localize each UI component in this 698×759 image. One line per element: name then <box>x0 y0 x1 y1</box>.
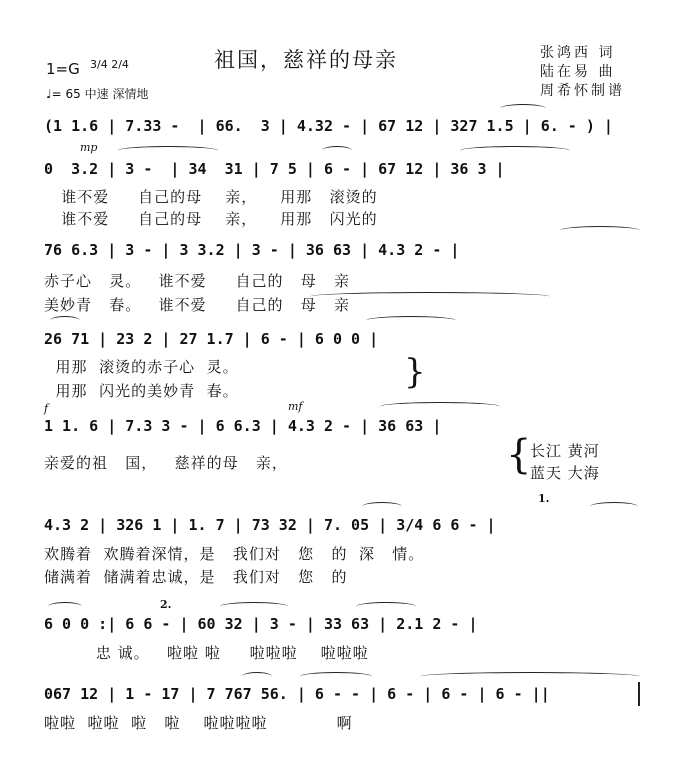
final-barline <box>638 682 640 706</box>
side-lyrics <box>530 440 600 484</box>
score-line-4 <box>44 322 654 356</box>
side-lyric-2: 蓝天 大海 <box>530 464 600 482</box>
lyric-line-2-verse-1: 谁不爱 自己的母 亲， 用那 滚烫的 <box>44 188 378 206</box>
slur <box>460 146 570 155</box>
side-lyric-brace: { <box>506 432 532 478</box>
score-line-5 <box>44 409 654 443</box>
slur <box>560 226 640 235</box>
slur <box>356 602 416 611</box>
lyric-line-3-verse-2: 美妙青 春。 谁不爱 自己的 母 亲 <box>44 296 351 314</box>
slur <box>310 292 550 301</box>
lyric-line-2-verse-2: 谁不爱 自己的母 亲， 用那 闪光的 <box>44 210 378 228</box>
score-line-3 <box>44 233 654 267</box>
composer-credit: 陆在易 曲 <box>540 64 616 80</box>
dynamic-f: f <box>44 402 49 415</box>
notes-line-1: (1 1.6 | 7.33 - | 66. 3 | 4.32 - | 67 12 | 327 1.5 | 6. - ) | <box>44 117 613 135</box>
slur <box>322 146 352 155</box>
slur <box>242 672 272 681</box>
time-signature-3-4: 3/4 <box>90 58 108 71</box>
notes-line-5: 1 1. 6 | 7.3 3 - | 6 6.3 | 4.3 2 - | 36 63 | <box>44 417 442 435</box>
slur <box>362 502 402 511</box>
lyric-line-6-verse-2: 储满着 储满着忠诚，是 我们对 您 的 <box>44 568 348 586</box>
key-signature: 1=G <box>46 60 80 78</box>
notes-line-2: 0 3.2 | 3 - | 34 31 | 7 5 | 6 - | 67 12 | 36 3 | <box>44 160 505 178</box>
score-line-7 <box>44 607 654 641</box>
score-line-2 <box>44 152 654 186</box>
slur <box>50 316 80 325</box>
lyric-line-5: 亲爱的祖 国， 慈祥的母 亲， <box>44 454 288 472</box>
score-line-8 <box>44 677 654 711</box>
lyric-line-7: 忠 诚。 啦啦 啦 啦啦啦 啦啦啦 <box>44 644 369 662</box>
lyric-line-8: 啦啦 啦啦 啦 啦 啦啦啦啦 啊 <box>44 714 353 732</box>
volta-1: 1. <box>538 492 550 505</box>
tempo-marking: 中速 深情地 <box>84 87 149 101</box>
lyric-line-4-verse-2: 用那 闪光的美妙青 春。 <box>44 382 239 400</box>
score-line-6 <box>44 508 654 542</box>
slur <box>500 104 546 113</box>
notes-line-7: 6 0 0 :| 6 6 - | 60 32 | 3 - | 33 63 | 2.1 2 - | <box>44 615 478 633</box>
slur <box>590 502 638 511</box>
lyric-line-6-verse-1: 欢腾着 欢腾着深情，是 我们对 您 的 深 情。 <box>44 545 425 563</box>
notes-line-4: 26 71 | 23 2 | 27 1.7 | 6 - | 6 0 0 | <box>44 330 379 348</box>
score-line-1 <box>44 109 654 143</box>
slur <box>220 602 288 611</box>
tempo-value: ♩= 65 <box>46 87 81 101</box>
lyric-line-3-verse-1: 赤子心 灵。 谁不爱 自己的 母 亲 <box>44 272 351 290</box>
slur <box>380 402 500 411</box>
notes-line-8: 067 12 | 1 - 17 | 7 767 56. | 6 - - | 6 - | 6 - | 6 - || <box>44 685 550 703</box>
lyric-line-4-verse-1: 用那 滚烫的赤子心 灵。 <box>44 358 239 376</box>
dynamic-mf: mf <box>288 400 303 413</box>
slur <box>300 672 372 681</box>
time-signatures <box>90 60 129 69</box>
song-title: 祖国，慈祥的母亲 <box>214 48 398 72</box>
notes-line-3: 76 6.3 | 3 - | 3 3.2 | 3 - | 36 63 | 4.3 2 - | <box>44 241 460 259</box>
slur <box>118 146 218 155</box>
side-lyric-1: 长江 黄河 <box>530 442 600 460</box>
credits <box>540 44 625 101</box>
slur <box>366 316 456 325</box>
lyricist-credit: 张鸿西 词 <box>540 45 616 61</box>
slur <box>420 672 640 681</box>
slur <box>48 602 82 611</box>
tempo-line <box>46 85 148 102</box>
volta-2: 2. <box>160 598 172 611</box>
time-signature-2-4: 2/4 <box>111 58 129 71</box>
dynamic-mp: mp <box>80 141 98 154</box>
verse-brace: } <box>404 352 426 392</box>
engraver-credit: 周希怀制谱 <box>540 83 625 99</box>
notes-line-6: 4.3 2 | 326 1 | 1. 7 | 73 32 | 7. 05 | 3/4 6 6 - | <box>44 516 496 534</box>
